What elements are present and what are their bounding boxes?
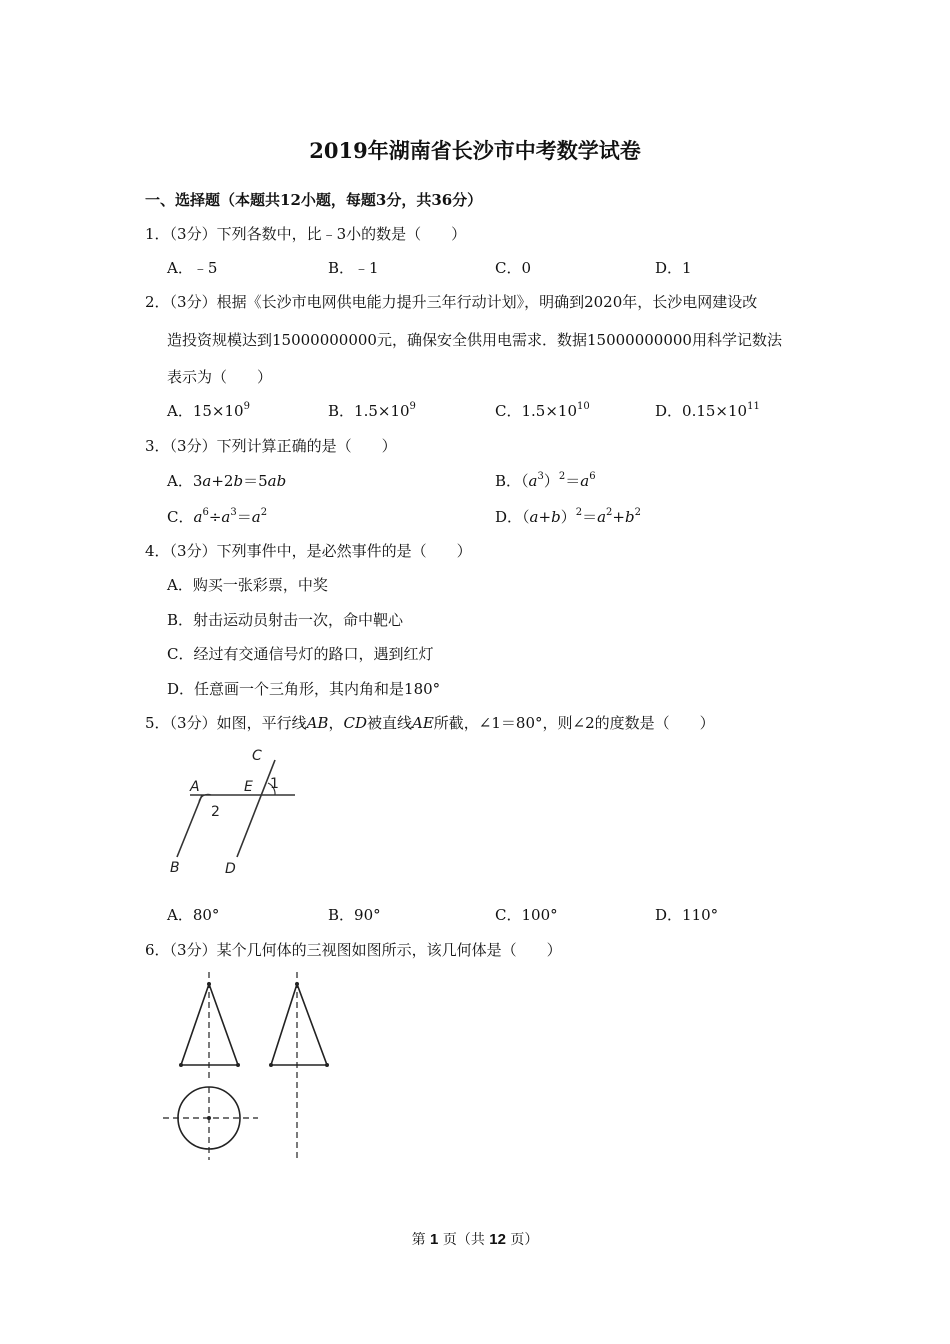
question-2-line2: 造投资规模达到15000000000元，确保安全供用电需求．数据15000000000用科学记数法 (167, 331, 782, 349)
q1-option-a: A．﹣5 (167, 259, 218, 277)
question-2-line3: 表示为（ ） (167, 368, 273, 386)
q1-option-d: D．1 (655, 259, 692, 277)
q1-option-b: B．﹣1 (328, 259, 379, 277)
question-5-stem: 5．（3分）如图，平行线AB，CD被直线AE所截，∠1＝80°，则∠2的度数是（ ） (145, 714, 715, 732)
question-4-stem: 4．（3分）下列事件中，是必然事件的是（ ） (145, 542, 472, 560)
side-view-triangle (271, 984, 327, 1065)
label-c: C (252, 748, 262, 764)
q4-option-d: D．任意画一个三角形，其内角和是180° (167, 680, 441, 698)
front-view-apex-dot (207, 982, 211, 986)
side-view-right-dot (325, 1063, 329, 1067)
q5-option-b: B．90° (328, 906, 381, 924)
section-heading: 一、选择题（本题共12小题，每题3分，共36分） (145, 191, 483, 209)
q2-option-a: A．$15\times 10^9$ (167, 401, 250, 420)
front-view-right-dot (236, 1063, 240, 1067)
label-d: D (225, 861, 236, 877)
q5-option-c: C．100° (495, 906, 558, 924)
q2-option-d: D．$0.15\times 10^{11}$ (655, 401, 760, 420)
label-b: B (170, 860, 180, 876)
question-6-stem: 6．（3分）某个几何体的三视图如图所示，该几何体是（ ） (145, 941, 562, 959)
q5-option-a: A．80° (167, 906, 220, 924)
label-angle-2: 2 (211, 804, 220, 820)
q3-option-a: A．3a+2b＝5ab (167, 472, 287, 490)
q4-option-b: B．射击运动员射击一次，命中靶心 (167, 611, 404, 629)
q4-option-a: A．购买一张彩票，中奖 (167, 576, 328, 594)
top-view-center-dot (207, 1116, 211, 1120)
question-2-line1: 2．（3分）根据《长沙市电网供电能力提升三年行动计划》，明确到2020年，长沙电网建设改 (145, 293, 758, 311)
q5-option-d: D．110° (655, 906, 719, 924)
side-view-apex-dot (295, 982, 299, 986)
q4-option-c: C．经过有交通信号灯的路口，遇到红灯 (167, 645, 434, 663)
q3-option-d: D．$(a+b)^2=a^2+b^2$ (495, 507, 641, 526)
question-1-stem: 1．（3分）下列各数中，比﹣3小的数是（ ） (145, 225, 467, 243)
side-view-left-dot (269, 1063, 273, 1067)
q1-option-c: C．0 (495, 259, 532, 277)
page-title: 2019年湖南省长沙市中考数学试卷 (309, 138, 641, 163)
q2-option-b: B．$1.5\times 10^9$ (328, 401, 416, 420)
q3-option-b: B．$(a^3)^2=a^6$ (495, 471, 596, 490)
label-a: A (190, 779, 200, 795)
page-footer: 第 1 页（共 12 页） (411, 1231, 539, 1248)
label-angle-1: 1 (270, 776, 279, 792)
q2-option-c: C．$1.5\times 10^{10}$ (495, 401, 590, 420)
front-view-left-dot (179, 1063, 183, 1067)
q3-option-c: C．$a^6\div a^3=a^2$ (167, 507, 268, 526)
label-e: E (244, 779, 253, 795)
question-3-stem: 3．（3分）下列计算正确的是（ ） (145, 437, 397, 455)
